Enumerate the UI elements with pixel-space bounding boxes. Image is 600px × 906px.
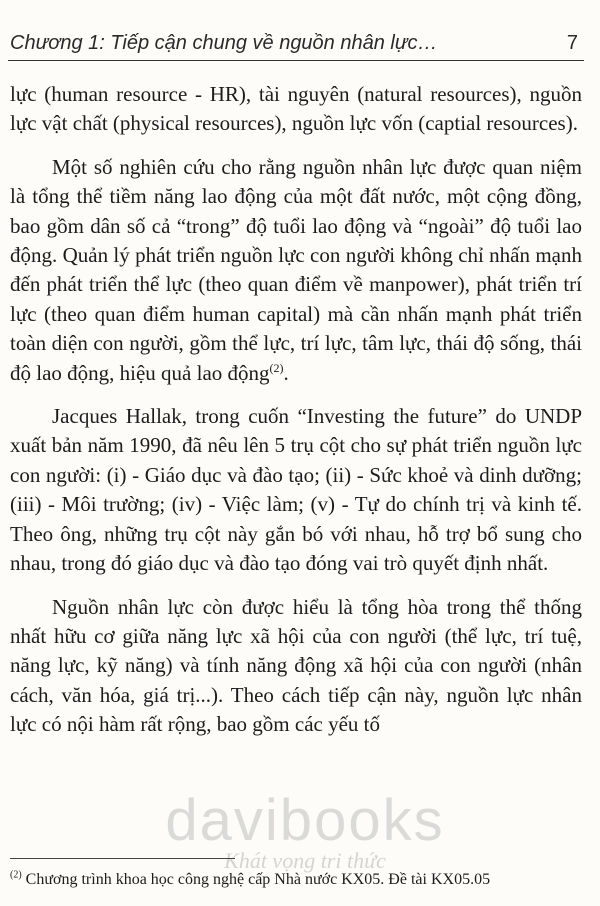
footnote-ref-2: (2)	[269, 360, 284, 375]
page-number: 7	[566, 32, 578, 54]
paragraph-4-text: Nguồn nhân lực còn được hiểu là tổng hòa trong thể thống nhất hữu cơ giữa năng lực xã hội của con người (thể lực, trí tuệ, năng lực, kỹ năng) và tính năng động xã hội của con người (nhân cách, văn hóa, giá trị...). Theo cách tiếp cận này, nguồn lực nhân lực có nội hàm rất rộng, bao gồm các yếu tố	[10, 594, 582, 737]
paragraph-2-text: Một số nghiên cứu cho rằng nguồn nhân lực được quan niệm là tổng thể tiềm năng lao động của một đất nước, một cộng đồng, bao gồm dân số cả “trong” độ tuổi lao động và “ngoài” độ tuổi lao động. Quản lý phát triển nguồn lực con người không chỉ nhấn mạnh đến phát triển thể lực (theo quan điểm về manpower), phát triển trí lực (theo quan điểm human capital) mà cần nhấn mạnh phát triển toàn diện con người, gồm thể lực, trí lực, tâm lực, thái độ sống, thái độ lao động, hiệu quả lao động	[10, 154, 582, 385]
paragraph-4	[10, 593, 582, 740]
footnote	[10, 870, 590, 890]
watermark-tagline: Khát vọng tri thức	[224, 848, 386, 873]
running-title: Chương 1: Tiếp cận chung về nguồn nhân lực…	[10, 32, 438, 54]
paragraph-1	[10, 80, 582, 139]
body-text	[10, 80, 582, 740]
running-header	[8, 30, 584, 61]
paragraph-1-text: lực (human resource - HR), tài nguyên (natural resources), nguồn lực vật chất (physical resources), nguồn lực vốn (captial resources).	[10, 82, 582, 136]
paragraph-3	[10, 402, 582, 578]
paragraph-2	[10, 153, 582, 388]
footnote-divider	[10, 858, 235, 859]
watermark-logo: davibooks	[165, 788, 445, 853]
footnote-text: Chương trình khoa học công nghệ cấp Nhà nước KX05. Đề tài KX05.05	[21, 871, 491, 888]
footnote-marker: (2)	[10, 869, 22, 881]
paragraph-3-text: Jacques Hallak, trong cuốn “Investing the future” do UNDP xuất bản năm 1990, đã nêu lên 5 trụ cột cho sự phát triển nguồn lực con người: (i) - Giáo dục và đào tạo; (ii) - Sức khoẻ và dinh dưỡng; (iii) - Môi trường; (iv) - Việc làm; (v) - Tự do chính trị và kinh tế. Theo ông, những trụ cột này gắn bó với nhau, hỗ trợ bổ sung cho nhau, trong đó giáo dục và đào tạo đóng vai trò quyết định nhất.	[10, 404, 582, 576]
paragraph-2-end: .	[283, 360, 289, 385]
